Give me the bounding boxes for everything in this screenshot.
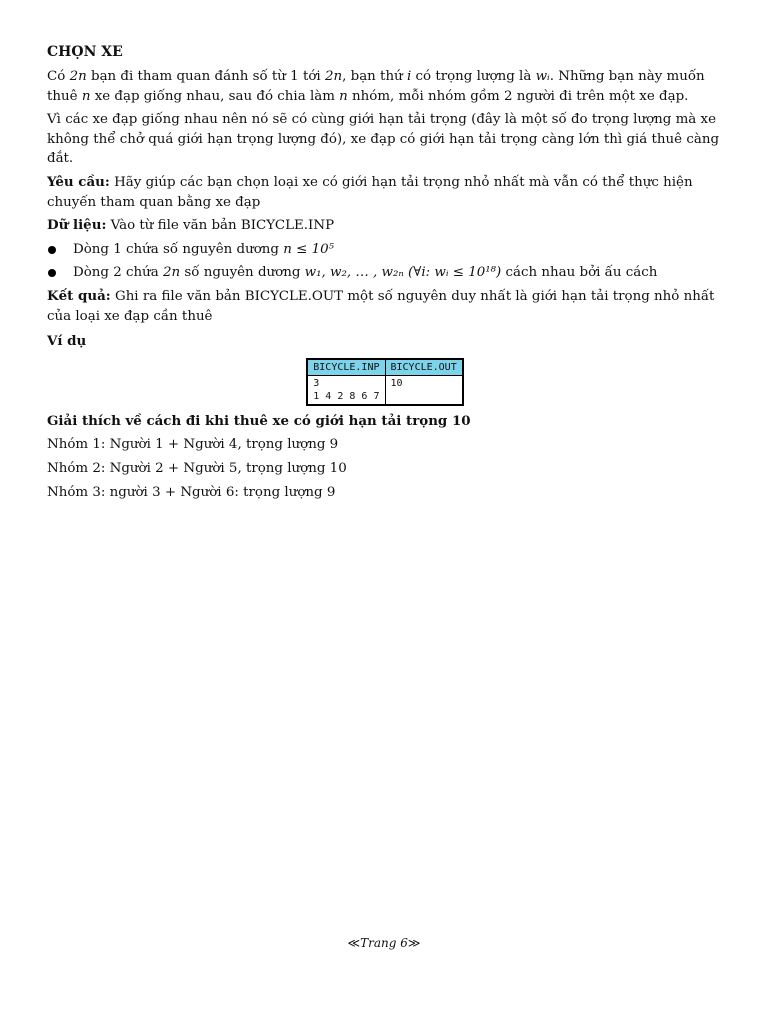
example-table [306,358,463,406]
page-footer [0,936,768,950]
table-cell-output: 10 [385,375,463,405]
bullet-icon [48,269,56,277]
math: 2n [324,69,343,84]
math: i [406,69,412,84]
text: . Những bạn này muốn thuê [47,69,705,104]
page-number: Trang 6 [360,936,408,950]
request-label: Yêu cầu: [47,173,110,190]
math: w₁, w₂, … , w₂ₙ (∀i: wᵢ ≤ 10¹⁸) [304,265,502,281]
text: Dòng 1 chứa số nguyên dương [73,241,284,257]
text: , bạn thứ [342,69,407,84]
left-ornament-icon: ≪ [347,936,361,950]
text: cách nhau bởi ấu cách [501,265,658,281]
table-cell-input: 3 1 4 2 8 6 7 [307,375,385,405]
request-text: Hãy giúp các bạn chọn loại xe có giới hạn tải trọng nhỏ nhất mà vẫn có thể thực hiện chuyến tham quan bằng xe đạp [47,174,693,210]
text: có trọng lượng là [411,69,536,84]
input-list [47,240,723,283]
text: nhóm, mỗi nhóm gồm 2 người đi trên một xe đạp. [347,88,689,104]
explanation-line: Nhóm 1: Người 1 + Người 4, trọng lượng 9 [47,437,339,453]
input-text: Vào từ file văn bản BICYCLE.INP [106,218,335,234]
example-label: Ví dụ [47,333,87,350]
input-label: Dữ liệu: [47,217,107,234]
input-paragraph [47,216,723,236]
math: n ≤ 10⁵ [283,241,335,257]
math: 2n [69,69,87,84]
document-body [47,42,723,506]
output-text: Ghi ra file văn bản BICYCLE.OUT một số nguyên duy nhất là giới hạn tải trọng nhỏ nhất của loại xe đạp cần thuê [47,288,715,324]
table-header-input: BICYCLE.INP [307,359,385,376]
table-header-output: BICYCLE.OUT [385,359,463,376]
output-paragraph [47,287,723,326]
intro-paragraph-2: Vì các xe đạp giống nhau nên nó sẽ có cùng giới hạn tải trọng (đây là một số đo trọng lượng mà xe không thể chở quá giới hạn trọng lượng đó), xe đạp có giới hạn tải trọng càng lớn thì giá thuê càng đắt. [47,112,720,167]
text: Có [47,69,70,84]
bullet-icon [48,246,56,254]
text: Dòng 2 chứa [73,265,164,281]
right-ornament-icon: ≫ [407,936,421,950]
list-item [47,263,723,283]
problem-title: CHỌN XE [47,44,123,60]
math: n [81,88,91,104]
example-table-wrapper [47,358,723,406]
text: bạn đi tham quan đánh số từ 1 tới [86,69,325,84]
text: xe đạp giống nhau, sau đó chia làm [90,88,340,104]
list-item [47,240,723,260]
intro-paragraph-1 [47,67,723,106]
math: 2n [163,265,181,281]
math: wᵢ [535,69,550,84]
explanation-line: Nhóm 3: người 3 + Người 6: trọng lượng 9 [47,484,336,500]
explanation-line: Nhóm 2: Người 2 + Người 5, trọng lượng 10 [47,460,347,476]
output-label: Kết quả: [47,287,111,304]
math: n [339,88,348,104]
explanation-title: Giải thích về cách đi khi thuê xe có giới hạn tải trọng 10 [47,412,471,429]
request-paragraph [47,173,723,212]
text: số nguyên dương [180,265,305,281]
